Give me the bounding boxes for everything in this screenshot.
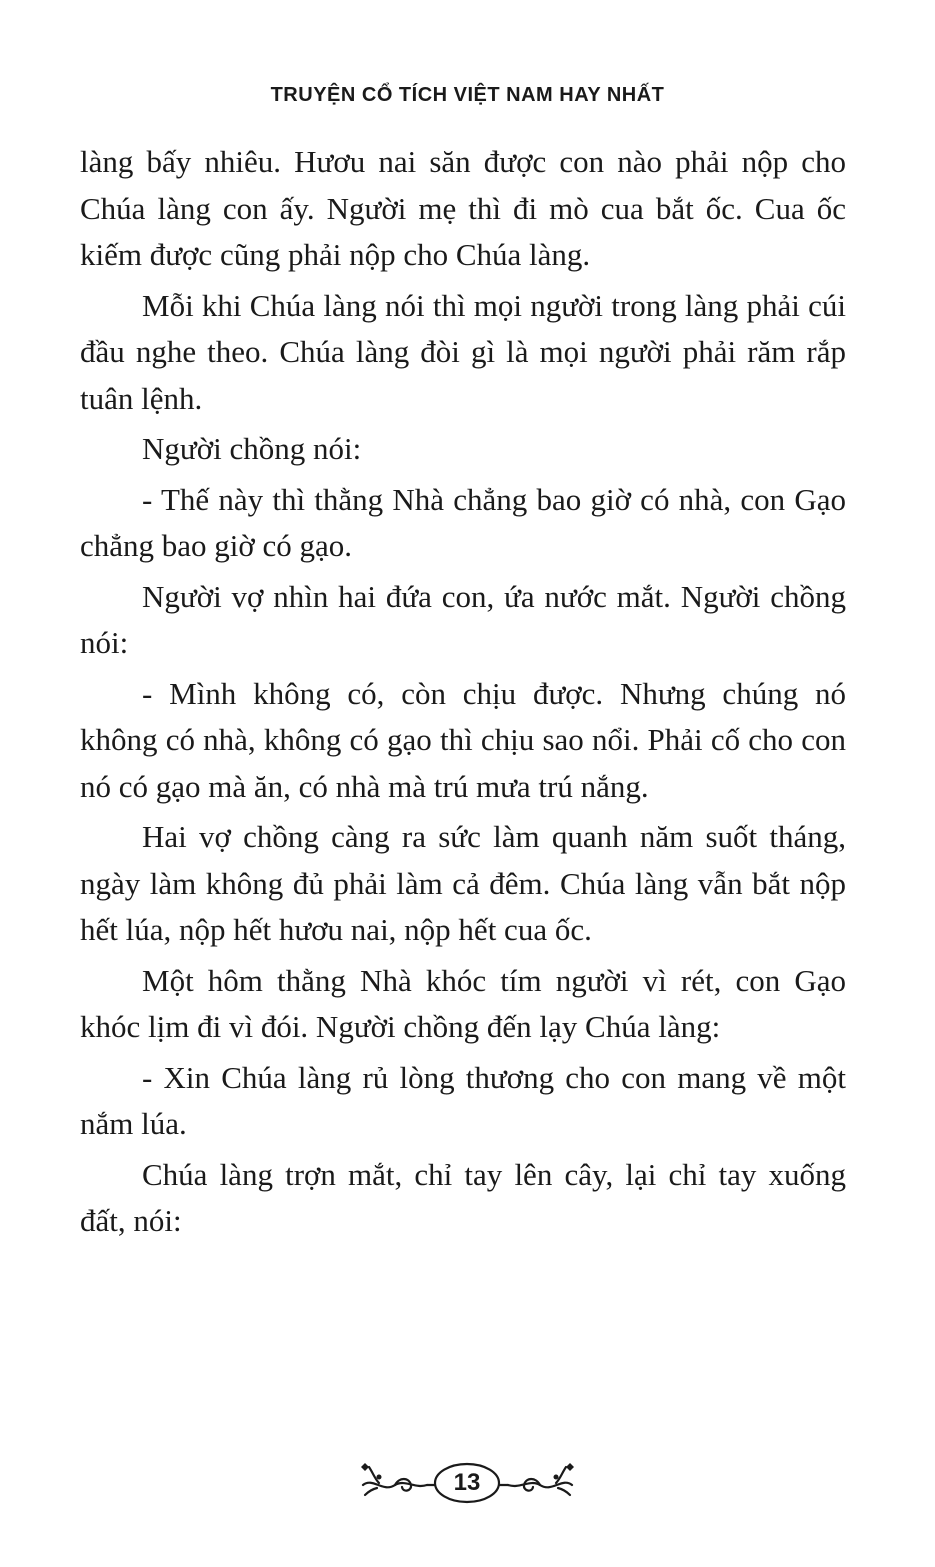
page-footer	[0, 1455, 935, 1511]
paragraph: - Thế này thì thằng Nhà chẳng bao giờ có nhà, con Gạo chẳng bao giờ có gạo.	[80, 481, 846, 563]
paragraph: Người vợ nhìn hai đứa con, ứa nước mắt. Người chồng nói:	[80, 578, 846, 660]
running-header: TRUYỆN CỔ TÍCH VIỆT NAM HAY NHẤT	[270, 84, 665, 106]
paragraph: Một hôm thằng Nhà khóc tím người vì rét, con Gạo khóc lịm đi vì đói. Người chồng đến lạy Chúa làng:	[80, 962, 846, 1044]
paragraph: Mỗi khi Chúa làng nói thì mọi người trong làng phải cúi đầu nghe theo. Chúa làng đòi gì là mọi người phải răm rắp tuân lệnh.	[80, 287, 846, 416]
paragraph: - Mình không có, còn chịu được. Nhưng chúng nó không có nhà, không có gạo thì chịu sao nổi. Phải cố cho con nó có gạo mà ăn, có nhà mà trú mưa trú nắng.	[80, 675, 846, 804]
page-number: 13	[453, 1469, 481, 1496]
paragraph: Chúa làng trợn mắt, chỉ tay lên cây, lại chỉ tay xuống đất, nói:	[80, 1156, 846, 1238]
body-text	[80, 139, 846, 1249]
paragraph: Người chồng nói:	[142, 431, 362, 466]
paragraph: - Xin Chúa làng rủ lòng thương cho con mang về một nắm lúa.	[80, 1059, 846, 1141]
paragraph: Hai vợ chồng càng ra sức làm quanh năm suốt tháng, ngày làm không đủ phải làm cả đêm. Chúa làng vẫn bắt nộp hết lúa, nộp hết hươu nai, nộp hết cua ốc.	[80, 819, 846, 947]
paragraph: làng bấy nhiêu. Hươu nai săn được con nào phải nộp cho Chúa làng con ấy. Người mẹ thì đi mò cua bắt ốc. Cua ốc kiếm được cũng phải nộp cho Chúa làng.	[80, 144, 846, 272]
